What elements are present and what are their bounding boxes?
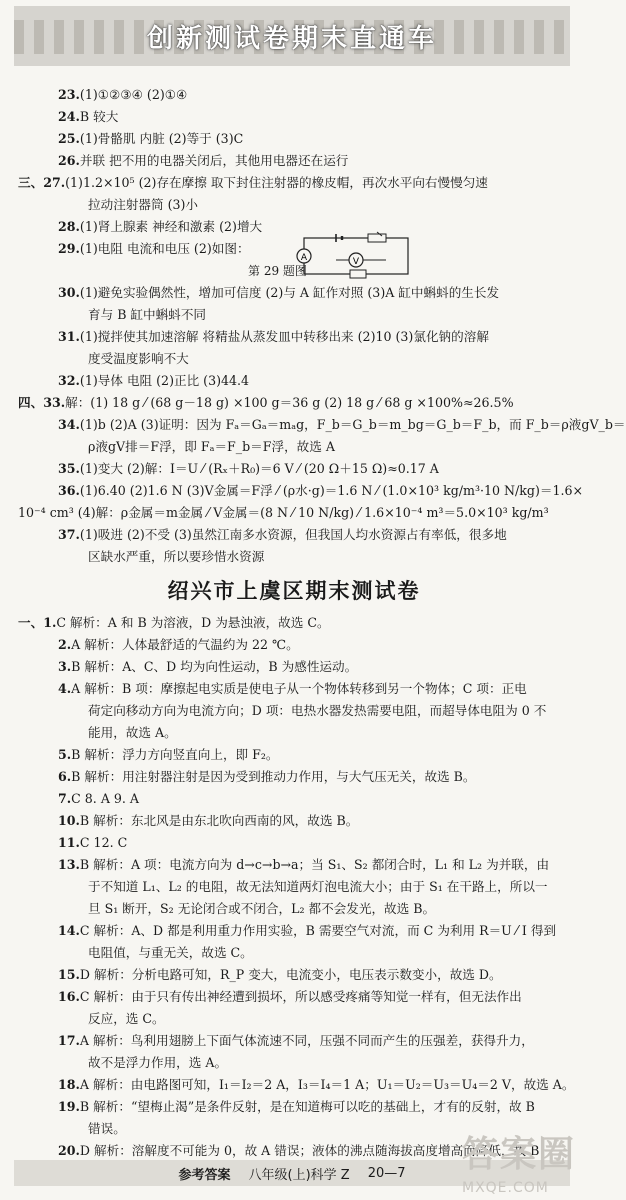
answer-text: A 解析：由电路图可知，I₁＝I₂＝2 A，I₃＝I₄＝1 A；U₁＝U₂＝U₃＝U₄＝2 V，故选 A。 (79, 1077, 575, 1092)
answer-text: 并联 把不用的电器关闭后，其他用电器还在运行 (79, 153, 349, 168)
answer-line (18, 700, 570, 722)
answer-line (18, 788, 570, 810)
header-banner (14, 6, 570, 66)
svg-text:V: V (352, 257, 360, 267)
answer-line (18, 722, 570, 744)
answer-line (18, 524, 570, 546)
answer-line (18, 986, 570, 1008)
answer-line (18, 392, 570, 414)
answer-text: 故不是浮力作用，选 A。 (88, 1055, 228, 1070)
answer-line (18, 304, 570, 326)
answer-text: B 解析：浮力方向竖直向上，即 F₂。 (71, 747, 279, 762)
answer-line (18, 348, 570, 370)
question-number: 四、33. (18, 395, 66, 410)
question-number: 32. (58, 373, 80, 388)
question-number: 19. (58, 1099, 80, 1114)
footer-grade: 八年级(上)科学 Z (248, 1167, 350, 1183)
answer-line (18, 942, 570, 964)
footer-label: 参考答案 (178, 1167, 231, 1183)
answer-line (18, 128, 570, 150)
answer-text: (1)肾上腺素 神经和激素 (2)增大 (79, 219, 263, 234)
answer-line (18, 172, 570, 194)
answer-text: 能用，故选 A。 (88, 725, 177, 740)
answer-line (18, 832, 570, 854)
answer-line (18, 898, 570, 920)
question-number: 14. (58, 923, 80, 938)
answer-text: D 解析：溶解度不可能为 0，故 A 错误；液体的沸点随海拔高度增高而降低，故 B (79, 1143, 540, 1158)
answer-text: 10⁻⁴ cm³ (4)解：ρ金属＝m金属 ⁄ V金属＝(8 N ⁄ 10 N/kg) ⁄ 1.6×10⁻⁴ m³＝5.0×10³ kg/m³ (18, 505, 549, 520)
answer-text: (1)电阻 电流和电压 (2)如图： (79, 241, 250, 256)
question-number: 28. (58, 219, 80, 234)
answer-text: (1)1.2×10⁵ (2)存在摩擦 取下封住注射器的橡皮帽，再次水平向右慢慢匀速 (65, 175, 488, 190)
question-number: 24. (58, 109, 80, 124)
answer-text: (1)避免实验偶然性，增加可信度 (2)与 A 缸作对照 (3)A 缸中蝌蚪的生长发 (79, 285, 500, 300)
question-number: 10. (58, 813, 80, 828)
question-number: 3. (58, 659, 72, 674)
answer-text: (1)b (2)A (3)证明：因为 Fₐ＝Gₐ＝mₐg，F_b＝G_b＝m_bg＝G_b＝F_b，而 F_b＝ρ液gV_b＝ (79, 417, 626, 432)
question-number: 2. (58, 637, 72, 652)
question-number: 13. (58, 857, 80, 872)
answer-line (18, 744, 570, 766)
footer-page-number: 20—7 (367, 1165, 406, 1181)
question-number: 三、27. (18, 175, 66, 190)
answer-line (18, 326, 570, 348)
question-number: 37. (58, 527, 80, 542)
answer-text: C 12. C (79, 835, 128, 850)
question-number: 20. (58, 1143, 80, 1158)
answer-line (18, 766, 570, 788)
answer-line (18, 238, 570, 260)
answer-text: 解：(1) 18 g ⁄ (68 g－18 g) ×100 g＝36 g (2) 18 g ⁄ 68 g ×100%≈26.5% (65, 395, 514, 410)
answer-text: 电阻值，与重无关，故选 C。 (88, 945, 253, 960)
svg-text:A: A (300, 253, 308, 263)
watermark-small: MXQE.COM (461, 1180, 549, 1196)
answer-line (18, 1052, 570, 1074)
answers-part-1 (18, 84, 626, 568)
answer-line (18, 810, 570, 832)
question-number: 23. (58, 87, 80, 102)
answer-text: (1)变大 (2)解：I＝U ⁄ (Rₓ＋R₀)＝6 V ⁄ (20 Ω＋15 Ω)≈0.17 A (79, 461, 439, 476)
answer-line (18, 106, 570, 128)
answer-line (18, 1074, 575, 1096)
answer-text: B 解析：用注射器注射是因为受到推动力作用，与大气压无关，故选 B。 (71, 769, 476, 784)
banner-title: 创新测试卷期末直通车 (146, 23, 437, 54)
answer-text: B 解析：东北风是由东北吹向西南的风，故选 B。 (79, 813, 359, 828)
answer-line (18, 1030, 570, 1052)
watermark-big: 答案圈 (461, 1134, 576, 1175)
answer-text: ρ液gV排＝F浮，即 Fₐ＝F_b＝F浮，故选 A (88, 439, 335, 454)
answer-line (18, 656, 570, 678)
answer-line (18, 854, 570, 876)
answer-text: (1)①②③④ (2)①④ (79, 87, 188, 102)
question-number: 26. (58, 153, 80, 168)
answer-text: C 解析：A 和 B 为溶液，D 为悬浊液，故选 C。 (56, 615, 330, 630)
answer-text: 区缺水严重，所以要珍惜水资源 (88, 549, 265, 564)
answer-text: (1)骨骼肌 内脏 (2)等于 (3)C (79, 131, 244, 146)
answer-line (18, 480, 584, 502)
answer-line (18, 964, 570, 986)
answer-line (18, 282, 570, 304)
answer-line (18, 260, 570, 282)
circuit-diagram (296, 232, 416, 280)
answer-text: C 8. A 9. A (71, 791, 140, 806)
answer-content (18, 84, 626, 1162)
question-number: 5. (58, 747, 72, 762)
question-number: 一、1. (18, 615, 57, 630)
answers-part-2 (18, 612, 575, 1162)
question-number: 35. (58, 461, 80, 476)
answer-line (18, 1096, 570, 1118)
answer-line (18, 634, 570, 656)
answer-line (18, 546, 570, 568)
answer-text: 拉动注射器筒 (3)小 (88, 197, 198, 212)
question-number: 31. (58, 329, 80, 344)
answer-line (18, 436, 570, 458)
answer-text: A 解析：鸟利用翅膀上下面气体流速不同，压强不同而产生的压强差，获得升力， (79, 1033, 534, 1048)
question-number: 18. (58, 1077, 80, 1092)
question-number: 4. (58, 681, 72, 696)
answer-text: 荷定向移动方向为电流方向；D 项：电热水器发热需要电阻，而超导体电阻为 0 不 (88, 703, 547, 718)
question-number: 11. (58, 835, 80, 850)
answer-text: 育与 B 缸中蝌蚪不同 (88, 307, 207, 322)
answer-text: B 较大 (79, 109, 119, 124)
answer-text: 于不知道 L₁、L₂ 的电阻，故无法知道两灯泡电流大小；由于 S₁ 在干路上，所以一 (88, 879, 548, 894)
question-number: 25. (58, 131, 80, 146)
answer-line (18, 502, 570, 524)
answer-text: (1)6.40 (2)1.6 N (3)V金属＝F浮 ⁄ (ρ水·g)＝1.6 N ⁄ (1.0×10³ kg/m³·10 N/kg)＝1.6× (79, 483, 584, 498)
question-number: 6. (58, 769, 72, 784)
answer-text: 错误。 (88, 1121, 126, 1136)
answer-line (18, 194, 570, 216)
answer-text: B 解析：A、C、D 均为向性运动，B 为感性运动。 (71, 659, 358, 674)
answer-text: 度受温度影响不大 (88, 351, 189, 366)
answer-line (18, 678, 570, 700)
question-number: 15. (58, 967, 80, 982)
question-number: 29. (58, 241, 80, 256)
question-number: 34. (58, 417, 80, 432)
answer-line (18, 612, 570, 634)
question-number: 7. (58, 791, 72, 806)
answer-text: 反应，选 C。 (88, 1011, 165, 1026)
answer-text: (1)搅拌使其加速溶解 将精盐从蒸发皿中转移出来 (2)10 (3)氯化钠的溶解 (79, 329, 489, 344)
answer-line (18, 370, 570, 392)
answer-text: B 解析：“望梅止渴”是条件反射，是在知道梅可以吃的基础上，才有的反射，故 B (79, 1099, 535, 1114)
question-number: 16. (58, 989, 80, 1004)
answer-line (18, 876, 570, 898)
answer-line (18, 414, 626, 436)
answer-text: 第 29 题图 (248, 264, 307, 278)
section-title: 绍兴市上虞区期末测试卷 (167, 579, 421, 603)
answer-text: A 解析：人体最舒适的气温约为 22 ℃。 (71, 637, 299, 652)
question-number: 30. (58, 285, 80, 300)
answer-line (18, 84, 570, 106)
answer-line (18, 920, 570, 942)
answer-text: A 解析：B 项：摩擦起电实质是使电子从一个物体转移到另一个物体；C 项：正电 (71, 681, 527, 696)
answer-text: (1)吸进 (2)不受 (3)虽然江南多水资源，但我国人均水资源占有率低，很多地 (79, 527, 507, 542)
answer-text: B 解析：A 项：电流方向为 d→c→b→a；当 S₁、S₂ 都闭合时，L₁ 和 L₂ 为并联，由 (79, 857, 550, 872)
watermark-logo (462, 1126, 576, 1196)
question-number: 36. (58, 483, 80, 498)
answer-text: C 解析：由于只有传出神经遭到损坏，所以感受疼痛等知觉一样有，但无法作出 (79, 989, 522, 1004)
question-number: 17. (58, 1033, 80, 1048)
answer-line (18, 150, 570, 172)
answer-text: (1)导体 电阻 (2)正比 (3)44.4 (79, 373, 250, 388)
answer-text: 旦 S₁ 断开，S₂ 无论闭合或不闭合，L₂ 都不会发光，故选 B。 (88, 901, 436, 916)
answer-text: D 解析：分析电路可知，R_P 变大，电流变小，电压表示数变小，故选 D。 (79, 967, 502, 982)
answer-line (18, 216, 570, 238)
answer-text: C 解析：A、D 都是利用重力作用实验，B 需要空气对流，而 C 为利用 R＝U ⁄ I 得到 (79, 923, 557, 938)
answer-line (18, 1008, 570, 1030)
answer-line (18, 458, 570, 480)
